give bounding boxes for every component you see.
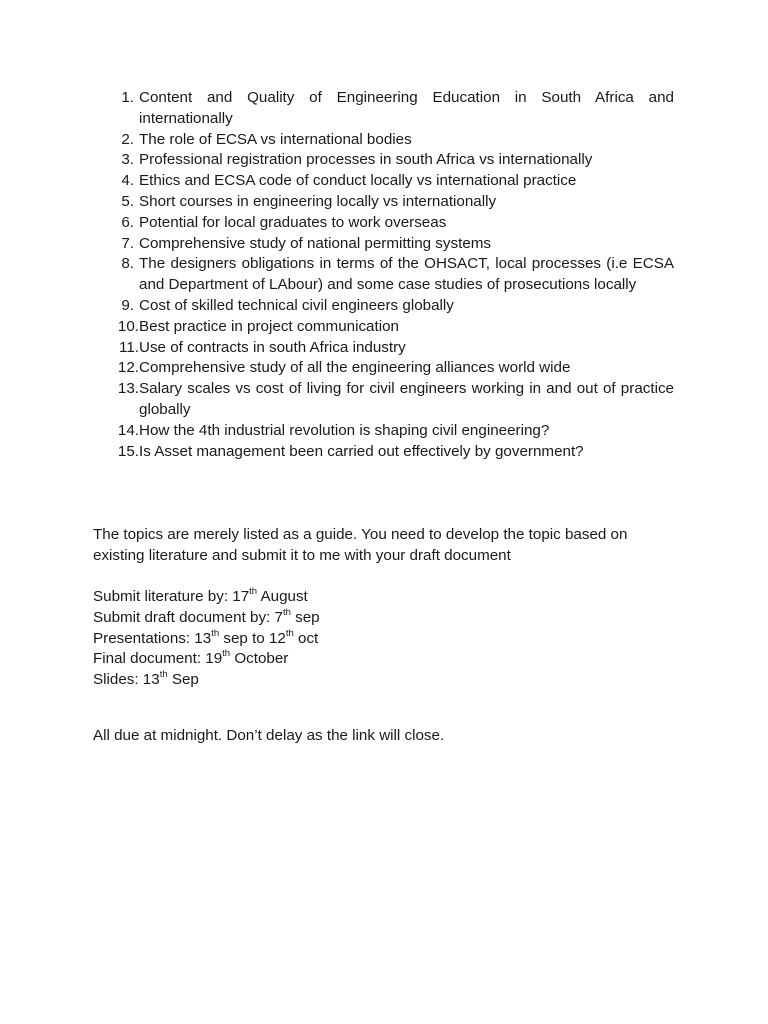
list-item-number: 2. xyxy=(121,130,134,148)
list-item-text: Is Asset management been carried out effectively by government? xyxy=(139,442,584,460)
list-item xyxy=(92,213,674,234)
deadline-presentations xyxy=(93,629,683,650)
list-item-text: How the 4th industrial revolution is shaping civil engineering? xyxy=(139,421,550,439)
list-item-number: 5. xyxy=(121,192,134,210)
ordinal-suffix: th xyxy=(282,606,291,618)
topics-list xyxy=(92,88,674,462)
ordinal-suffix: th xyxy=(222,648,231,660)
list-item-number: 12. xyxy=(117,359,139,377)
list-item xyxy=(92,296,674,317)
list-item-text: The role of ECSA vs international bodies xyxy=(139,130,412,148)
list-item-number: 3. xyxy=(121,151,134,169)
list-item xyxy=(92,254,674,296)
list-item xyxy=(92,130,674,151)
list-item-number: 11. xyxy=(119,338,139,356)
list-item xyxy=(92,171,674,192)
list-item xyxy=(92,192,674,213)
list-item xyxy=(92,234,674,255)
list-item-number: 8. xyxy=(121,255,134,273)
list-item-text: Content and Quality of Engineering Education in South Africa and internationally xyxy=(139,89,674,127)
list-item xyxy=(92,358,674,379)
deadline-label: Slides: 13 xyxy=(93,671,160,689)
list-item-text: Best practice in project communication xyxy=(139,317,399,335)
list-item-text: Ethics and ECSA code of conduct locally vs international practice xyxy=(139,172,577,190)
deadline-rest: Sep xyxy=(167,671,199,689)
list-item-number: 9. xyxy=(121,296,134,314)
deadline-slides xyxy=(93,670,683,691)
deadline-label: Submit draft document by: 7 xyxy=(93,608,283,626)
ordinal-suffix: th xyxy=(159,669,168,681)
deadline-final xyxy=(93,649,683,670)
list-item-number: 10. xyxy=(117,317,139,335)
list-item-number: 4. xyxy=(121,172,134,190)
closing-note: All due at midnight. Don’t delay as the link will close. xyxy=(93,727,445,745)
list-item-text: Use of contracts in south Africa industry xyxy=(139,338,406,356)
deadline-rest: August xyxy=(257,588,308,605)
list-item-text: Comprehensive study of all the engineering alliances world wide xyxy=(139,359,571,377)
list-item xyxy=(92,338,674,359)
list-item-text: Salary scales vs cost of living for civil engineers working in and out of practice globally xyxy=(139,380,674,418)
list-item xyxy=(92,150,674,171)
list-item-text: Professional registration processes in south Africa vs internationally xyxy=(139,151,593,169)
list-item-text: Short courses in engineering locally vs internationally xyxy=(139,192,497,210)
list-item xyxy=(92,421,674,442)
list-item-number: 1. xyxy=(121,89,134,106)
list-item-number: 15. xyxy=(117,442,139,460)
list-item-number: 7. xyxy=(121,234,134,252)
ordinal-suffix: th xyxy=(249,585,258,597)
deadline-rest: sep to 12 xyxy=(219,629,286,647)
deadlines-list xyxy=(93,587,683,691)
list-item xyxy=(92,317,674,338)
list-item-text: The designers obligations in terms of the OHSACT, local processes (i.e ECSA and Department of LAbour) and some case studies of prosecutions locally xyxy=(139,255,674,294)
deadline-rest: oct xyxy=(293,629,319,647)
deadline-draft xyxy=(93,608,683,629)
list-item-number: 13. xyxy=(117,380,139,398)
list-item xyxy=(92,442,674,463)
deadline-label: Presentations: 13 xyxy=(93,629,212,647)
list-item xyxy=(92,379,674,421)
deadline-rest: sep xyxy=(290,608,320,626)
list-item-text: Cost of skilled technical civil engineers globally xyxy=(139,296,454,314)
deadline-label: Submit literature by: 17 xyxy=(93,588,250,605)
list-item xyxy=(92,88,674,130)
guide-paragraph: The topics are merely listed as a guide. You need to develop the topic based on existing literature and submit it to me with your draft document xyxy=(93,526,628,564)
deadline-rest: October xyxy=(230,650,289,668)
deadline-label: Final document: 19 xyxy=(93,650,223,668)
list-item-number: 6. xyxy=(121,213,134,231)
ordinal-suffix: th xyxy=(211,627,220,639)
ordinal-suffix: th xyxy=(285,627,294,639)
list-item-number: 14. xyxy=(117,421,139,439)
list-item-text: Potential for local graduates to work overseas xyxy=(139,213,447,231)
list-item-text: Comprehensive study of national permitting systems xyxy=(139,234,492,252)
deadline-literature xyxy=(93,587,683,608)
